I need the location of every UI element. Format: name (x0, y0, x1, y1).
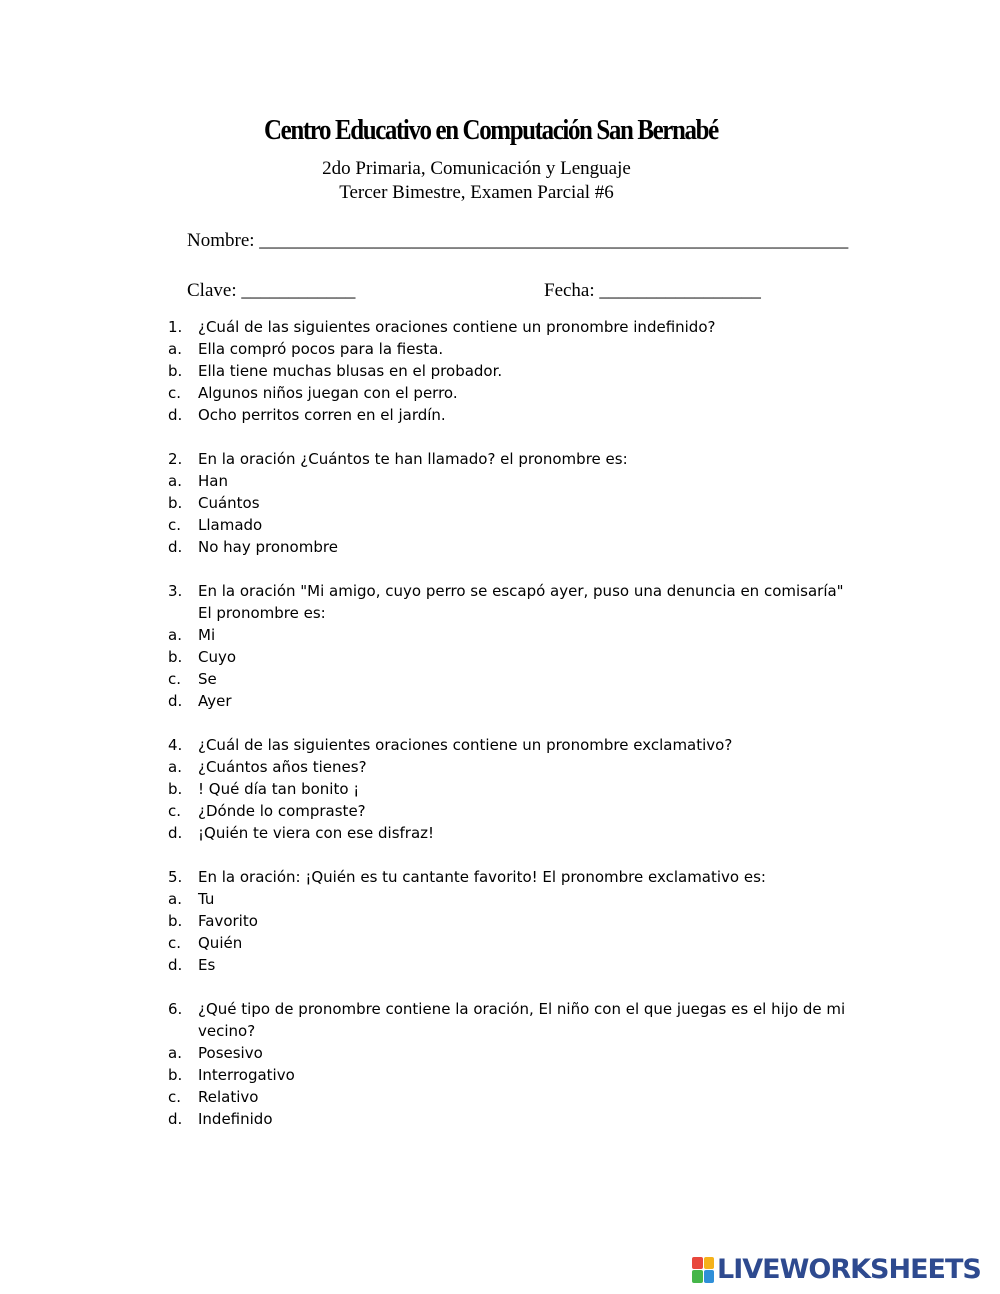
question (168, 580, 858, 712)
question-number: 6. (168, 1000, 183, 1018)
question (168, 734, 858, 844)
question (168, 866, 858, 976)
option-text: Interrogativo (198, 1066, 295, 1084)
question (168, 316, 858, 426)
option-text: ! Qué día tan bonito ¡ (198, 780, 360, 798)
option-letter: c. (168, 516, 182, 534)
option-text: Es (198, 956, 216, 974)
option-letter: a. (168, 890, 182, 908)
option-text: Ayer (198, 692, 232, 710)
option-text: Posesivo (198, 1044, 263, 1062)
option-text: Relativo (198, 1088, 259, 1106)
option-letter: d. (168, 692, 183, 710)
option-text: Tu (198, 890, 215, 908)
option-letter: b. (168, 780, 183, 798)
date-field: Fecha: _________________ (544, 280, 761, 301)
question-number: 4. (168, 736, 183, 754)
option-letter: b. (168, 1066, 183, 1084)
option (168, 1042, 858, 1064)
question-number: 3. (168, 582, 183, 600)
option (168, 932, 858, 954)
course-subtitle: 2do Primaria, Comunicación y Lenguaje (322, 158, 631, 179)
option-text: Algunos niños juegan con el perro. (198, 384, 458, 402)
option (168, 1064, 858, 1086)
option-letter: c. (168, 802, 182, 820)
option-letter: b. (168, 494, 183, 512)
option-letter: c. (168, 384, 182, 402)
logo-text: LIVEWORKSHEETS (717, 1254, 981, 1285)
question-text: ¿Qué tipo de pronombre contiene la oración, El niño con el que juegas es el hijo de mi vecino? (198, 1000, 846, 1040)
option-text: Favorito (198, 912, 258, 930)
question-text: En la oración: ¡Quién es tu cantante favorito! El pronombre exclamativo es: (198, 868, 766, 886)
option-text: ¡Quién te viera con ese disfraz! (198, 824, 435, 842)
option-letter: a. (168, 758, 182, 776)
option (168, 404, 858, 426)
option (168, 624, 858, 646)
option-text: Cuántos (198, 494, 260, 512)
option (168, 1108, 858, 1130)
question-number: 2. (168, 450, 183, 468)
option (168, 690, 858, 712)
option-letter: c. (168, 1088, 182, 1106)
question (168, 998, 858, 1130)
option (168, 338, 858, 360)
option-text: Mi (198, 626, 216, 644)
option-letter: c. (168, 670, 182, 688)
option-letter: d. (168, 956, 183, 974)
option (168, 646, 858, 668)
logo-badge-icon (692, 1257, 714, 1283)
option (168, 910, 858, 932)
option-letter: a. (168, 1044, 182, 1062)
option-letter: d. (168, 824, 183, 842)
option (168, 756, 858, 778)
option-text: Ella tiene muchas blusas en el probador. (198, 362, 503, 380)
logo-badge-tile (704, 1270, 715, 1283)
option-letter: a. (168, 340, 182, 358)
logo-badge-tile (692, 1270, 703, 1283)
option-text: Ella compró pocos para la fiesta. (198, 340, 444, 358)
option (168, 954, 858, 976)
option-text: Se (198, 670, 217, 688)
option-text: Cuyo (198, 648, 237, 666)
logo-badge-tile (704, 1257, 715, 1270)
option (168, 470, 858, 492)
option-letter: a. (168, 472, 182, 490)
option (168, 778, 858, 800)
option (168, 514, 858, 536)
option-text: Ocho perritos corren en el jardín. (198, 406, 446, 424)
question (168, 448, 858, 558)
option-text: Han (198, 472, 228, 490)
option (168, 1086, 858, 1108)
question-text: ¿Cuál de las siguientes oraciones contiene un pronombre exclamativo? (198, 736, 733, 754)
option-text: ¿Cuántos años tienes? (198, 758, 367, 776)
option-text: Quién (198, 934, 243, 952)
option-letter: b. (168, 912, 183, 930)
questions-list (168, 316, 858, 1152)
school-title: Centro Educativo en Computación San Bernabé (264, 114, 718, 146)
option-text: No hay pronombre (198, 538, 338, 556)
option-letter: d. (168, 1110, 183, 1128)
question-text: En la oración ¿Cuántos te han llamado? el pronombre es: (198, 450, 628, 468)
question-number: 5. (168, 868, 183, 886)
option (168, 800, 858, 822)
option (168, 492, 858, 514)
option (168, 536, 858, 558)
option (168, 888, 858, 910)
option-text: Llamado (198, 516, 263, 534)
option-letter: b. (168, 648, 183, 666)
option-letter: d. (168, 538, 183, 556)
question-number: 1. (168, 318, 183, 336)
option (168, 822, 858, 844)
option-text: Indefinido (198, 1110, 273, 1128)
exam-subtitle: Tercer Bimestre, Examen Parcial #6 (339, 182, 614, 203)
question-text: En la oración "Mi amigo, cuyo perro se escapó ayer, puso una denuncia en comisaría" El pronombre es: (198, 582, 844, 622)
name-field: Nombre: ______________________________________________________________ (187, 230, 849, 251)
option-letter: c. (168, 934, 182, 952)
option-text: ¿Dónde lo compraste? (198, 802, 366, 820)
option (168, 382, 858, 404)
option-letter: a. (168, 626, 182, 644)
code-field: Clave: ____________ (187, 280, 356, 301)
option-letter: b. (168, 362, 183, 380)
option-letter: d. (168, 406, 183, 424)
option (168, 360, 858, 382)
question-text: ¿Cuál de las siguientes oraciones contiene un pronombre indefinido? (198, 318, 716, 336)
liveworksheets-logo (692, 1254, 981, 1285)
logo-badge-tile (692, 1257, 703, 1270)
option (168, 668, 858, 690)
